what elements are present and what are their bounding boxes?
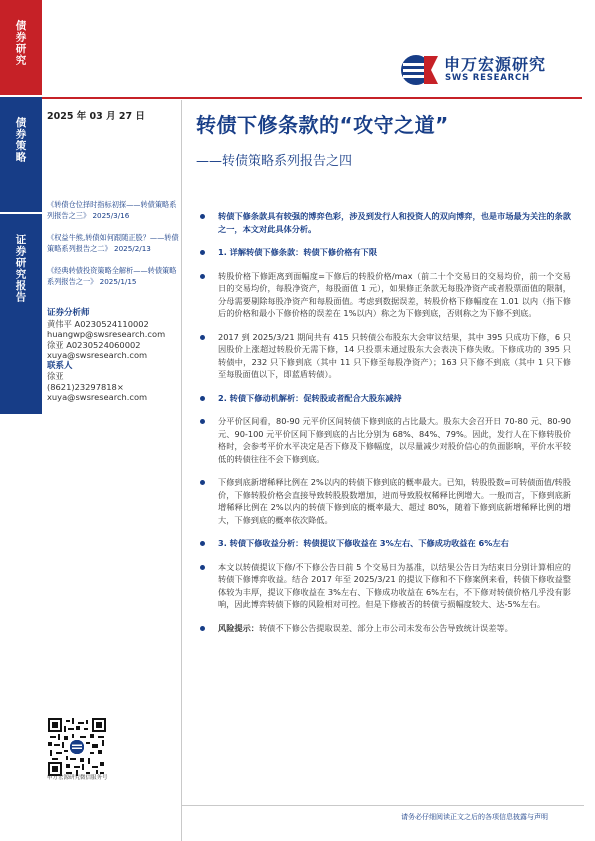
related-report-item[interactable] (47, 265, 179, 287)
sidebar-block-strategy (0, 97, 42, 212)
sidebar-block-securities-bg (0, 214, 42, 414)
intro-bullet (198, 210, 571, 235)
related-reports (47, 199, 179, 298)
sws-logo-icon (400, 54, 440, 86)
bullet-dot-icon (200, 419, 205, 424)
related-report-title: 《转债仓位择时指标初探——转债策略系列报告之三》 (47, 200, 177, 220)
footer-disclaimer: 请务必仔细阅读正文之后的各项信息披露与声明 (401, 813, 548, 821)
report-subtitle: ——转债策略系列报告之四 (196, 154, 353, 169)
section-heading-3 (198, 537, 571, 550)
related-report-title: 《权益牛熊,转债如何跟随正股？——转债策略系列报告之二》 (47, 233, 179, 253)
bullet-dot-icon (200, 274, 205, 279)
section-heading-text: 2. 转债下修动机解析：促转股或者配合大股东减持 (218, 392, 402, 403)
column-divider (181, 100, 182, 841)
related-report-title: 《经典转债投资策略全解析——转债策略系列报告之一》 (47, 266, 177, 286)
report-date: 2025 年 03 月 27 日 (47, 111, 145, 122)
report-summary (198, 210, 571, 645)
risk-label: 风险提示： (218, 622, 259, 633)
related-report-item[interactable] (47, 232, 179, 254)
analyst-line: 黄伟平 A0230524110002 (47, 318, 149, 329)
logo-text-en: SWS RESEARCH (445, 73, 530, 83)
sidebar-block-research (0, 0, 42, 95)
analyst-line: 徐亚 A0230524060002 (47, 339, 141, 350)
bullet-dot-icon (200, 626, 205, 631)
related-report-date: 2025/3/16 (92, 211, 130, 220)
paragraph (198, 476, 571, 526)
logo-text-cn: 申万宏源研究 (444, 55, 547, 74)
sidebar-block-securities (0, 214, 42, 841)
paragraph-text: 转股价格下修距离到面幅度=下修后的转股价格/max（前二十个交易日的交易均价，前一个交易日的交易均价，每股净资产，每股面值 1 元），如果修正条款无每股净资产或者股票面值的限制，分母需要剔除每股净资产和每股面值。考虑到数据误差，转股价格下修幅度在 1.01 以内（指下修后的价格和最小下修价格的误差在 1%以内）称之为下修到底，否则称之为下修不到底。 (218, 270, 571, 318)
contact-email[interactable]: xuya@swsresearch.com (47, 392, 148, 402)
paragraph-text: 本文以转债提议下修/不下修公告日前 5 个交易日为基准，以结果公告日为结束日分别计算相应的转债下修博弈收益。结合 2017 年至 2025/3/21 的提议下修和不下修案例来看，转债下修收益整体较为丰厚，提议下修收益在 3%左右、下修成功收益在 6%左右，不下修对转债价格几乎没有影响，因此博弈转债下修的风险相对可控。但是下修被否的转债亏损幅度较大、达-5%左右。 (218, 561, 571, 609)
paragraph (198, 415, 571, 465)
section-heading-text: 1. 详解转债下修条款：转债下修价格有下限 (218, 247, 378, 257)
bullet-dot-icon (200, 541, 205, 546)
sidebar-label-strategy: 债券策略 (14, 117, 27, 163)
header-rule (42, 97, 582, 99)
analyst-email[interactable]: huangwp@swsresearch.com (47, 329, 166, 339)
related-report-date: 2025/2/13 (114, 244, 151, 253)
sidebar-label-research: 债券研究 (14, 20, 27, 66)
bullet-dot-icon (200, 214, 205, 219)
sidebar-label-securities: 证券研究报告 (14, 234, 27, 303)
wechat-qr-code-icon[interactable] (48, 718, 106, 776)
paragraph (198, 270, 571, 320)
paragraph-text: 下修到底新增稀释比例在 2%以内的转债下修到底的概率最大。已知，转股股数=可转债面值/转股价，下修转股价格会直接导致转股股数增加，进而导致股权稀释比例增大。一般而言，下修到底新增稀释比例在 2%以内的转债下修到底的概率最大、超过 80%，随着下修到底新增稀释比例的增大，下修到底的概率依次降低。 (218, 477, 571, 525)
section-heading-text: 3. 转债下修收益分析：转债提议下修收益在 3%左右、下修成功收益在 6%左右 (218, 538, 509, 548)
sws-logo (400, 52, 572, 88)
bullet-dot-icon (200, 335, 205, 340)
related-report-item[interactable] (47, 199, 179, 221)
bullet-dot-icon (200, 565, 205, 570)
contact-heading: 联系人 (47, 360, 73, 371)
paragraph-text: 2017 到 2025/3/21 期间共有 415 只转债公布股东大会审议结果，其中 395 只成功下修，6 只因股价上涨超过转股价无需下修，14 只投票未通过股东大会表决下修失败。下修成功的 395 只转债中，232 只下修到底（其中 11 只下修至每股净资产）；163 只下修不到底（其中 1 只下修至每股面值以下，即蓝盾转债）。 (218, 331, 571, 379)
risk-warning (198, 622, 571, 635)
section-heading-2 (198, 392, 571, 405)
bullet-dot-icon (200, 396, 205, 401)
risk-text: 转债不下修公告提取误差、部分上市公司未发布公告导致统计误差等。 (258, 622, 513, 633)
section-heading-1 (198, 246, 571, 259)
analyst-info (47, 308, 181, 403)
analyst-heading: 证券分析师 (47, 308, 90, 318)
report-title: 转债下修条款的“攻守之道” (196, 113, 449, 137)
paragraph-text: 分平价区间看，80-90 元平价区间转债下修到底的占比最大。股东大会召开日 70-80 元、80-90 元、90-100 元平价区间下修到底的占比分别为 68%、84%、79%。因此，发行人在下修转股价格时，会参考平价水平决定是否下修及下修幅度，以尽量减少对股价信心的负面影响，平价水平较低的转债往往不会下修到底。 (218, 416, 571, 464)
bullet-dot-icon (200, 480, 205, 485)
intro-text: 转债下修条款具有较强的博弈色彩，涉及到发行人和投资人的双向博弈，也是市场最为关注的条款之一，本文对此具体分析。 (218, 211, 571, 234)
related-report-date: 2025/1/15 (99, 277, 137, 286)
footer-rule (182, 805, 584, 806)
analyst-email[interactable]: xuya@swsresearch.com (47, 350, 148, 360)
paragraph (198, 331, 571, 381)
bullet-dot-icon (200, 250, 205, 255)
contact-phone: (8621)23297818× (47, 381, 124, 392)
contact-line: 徐亚 (47, 371, 64, 381)
paragraph (198, 561, 571, 611)
qr-caption: 申万宏源研究微信服务号 (47, 775, 108, 781)
left-sidebar-strip (0, 0, 42, 841)
